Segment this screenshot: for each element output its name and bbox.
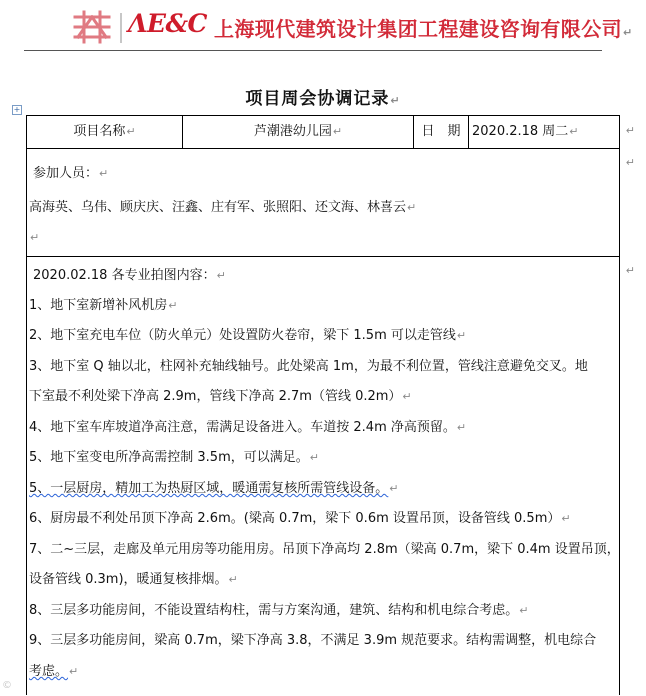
attendees-label: 参加人员：↵ — [33, 166, 109, 181]
cell-divider — [468, 116, 469, 148]
header-rule — [24, 50, 602, 51]
company-name: 上海现代建筑设计集团工程建设咨询有限公司↵ — [214, 17, 633, 41]
table-move-handle-icon[interactable]: + — [13, 105, 21, 114]
date-value[interactable]: 2020.2.18 周二↵ — [472, 124, 579, 139]
list-item: 7、二~三层，走廊及单元用房等功能用房。吊顶下净高均 2.8m（梁高 0.7m，梁下 0.4m 设置吊顶， — [29, 542, 620, 557]
letterhead — [0, 0, 646, 52]
row-end-mark: ↵ — [625, 156, 635, 169]
list-item: 2、地下室充电车位（防火单元）处设置防火卷帘，梁下 1.5m 可以走管线↵ — [29, 328, 467, 343]
table-header-row — [27, 116, 635, 149]
content-heading: 2020.02.18 各专业拍图内容：↵ — [33, 268, 226, 283]
project-name-label: 项目名称↵ — [73, 124, 136, 139]
list-item: 4、地下室车库坡道净高注意，需满足设备进入。车道按 2.4m 净高预留。↵ — [29, 420, 467, 435]
attendees-cell[interactable] — [27, 148, 635, 257]
list-item: 6、厨房最不利处吊顶下净高 2.6m。(梁高 0.7m，梁下 0.6m 设置吊顶，设备管线 0.5m）↵ — [29, 511, 571, 526]
list-item: 5、一层厨房，精加工为热厨区域，暖通需复核所需管线设备。↵ — [29, 481, 399, 496]
list-item: 下室最不利处梁下净高 2.9m，管线下净高 2.7m（管线 0.2m）↵ — [29, 389, 412, 404]
empty-paragraph: ↵ — [30, 231, 40, 244]
watermark: © — [2, 680, 22, 691]
list-item: 考虑。↵ — [29, 664, 79, 679]
page-title: 项目周会协调记录↵ — [245, 89, 401, 109]
list-item: 设备管线 0.3m)，暖通复核排烟。↵ — [29, 572, 238, 587]
list-item: 5、地下室变电所净高需控制 3.5m，可以满足。↵ — [29, 450, 319, 465]
project-name-value[interactable]: 芦潮港幼儿园↵ — [253, 124, 343, 139]
row-end-mark: ↵ — [625, 264, 635, 277]
logo-divider — [120, 13, 122, 43]
content-cell[interactable] — [27, 256, 635, 696]
list-item: 9、三层多功能房间，梁高 0.7m，梁下净高 3.8，不满足 3.9m 规范要求。结构需调整，机电综合 — [29, 633, 597, 648]
logo-wordmark: ΛE&C — [128, 9, 207, 38]
list-item: 8、三层多功能房间，不能设置结构柱，需与方案沟通，建筑、结构和机电综合考虑。↵ — [29, 603, 529, 618]
list-item: 1、地下室新增补风机房↵ — [29, 298, 178, 313]
list-item: 3、地下室 Q 轴以北，柱网补充轴线轴号。此处梁高 1m，为最不利位置，管线注意避免交叉。地 — [29, 359, 588, 374]
attendees-list: 高海英、乌伟、顾庆庆、汪鑫、庄有军、张照阳、还文海、林喜云↵ — [29, 200, 417, 215]
company-logo-icon — [72, 10, 112, 44]
date-label: 日 期 — [421, 124, 461, 139]
meeting-table — [26, 115, 635, 695]
row-end-mark: ↵ — [625, 124, 635, 137]
